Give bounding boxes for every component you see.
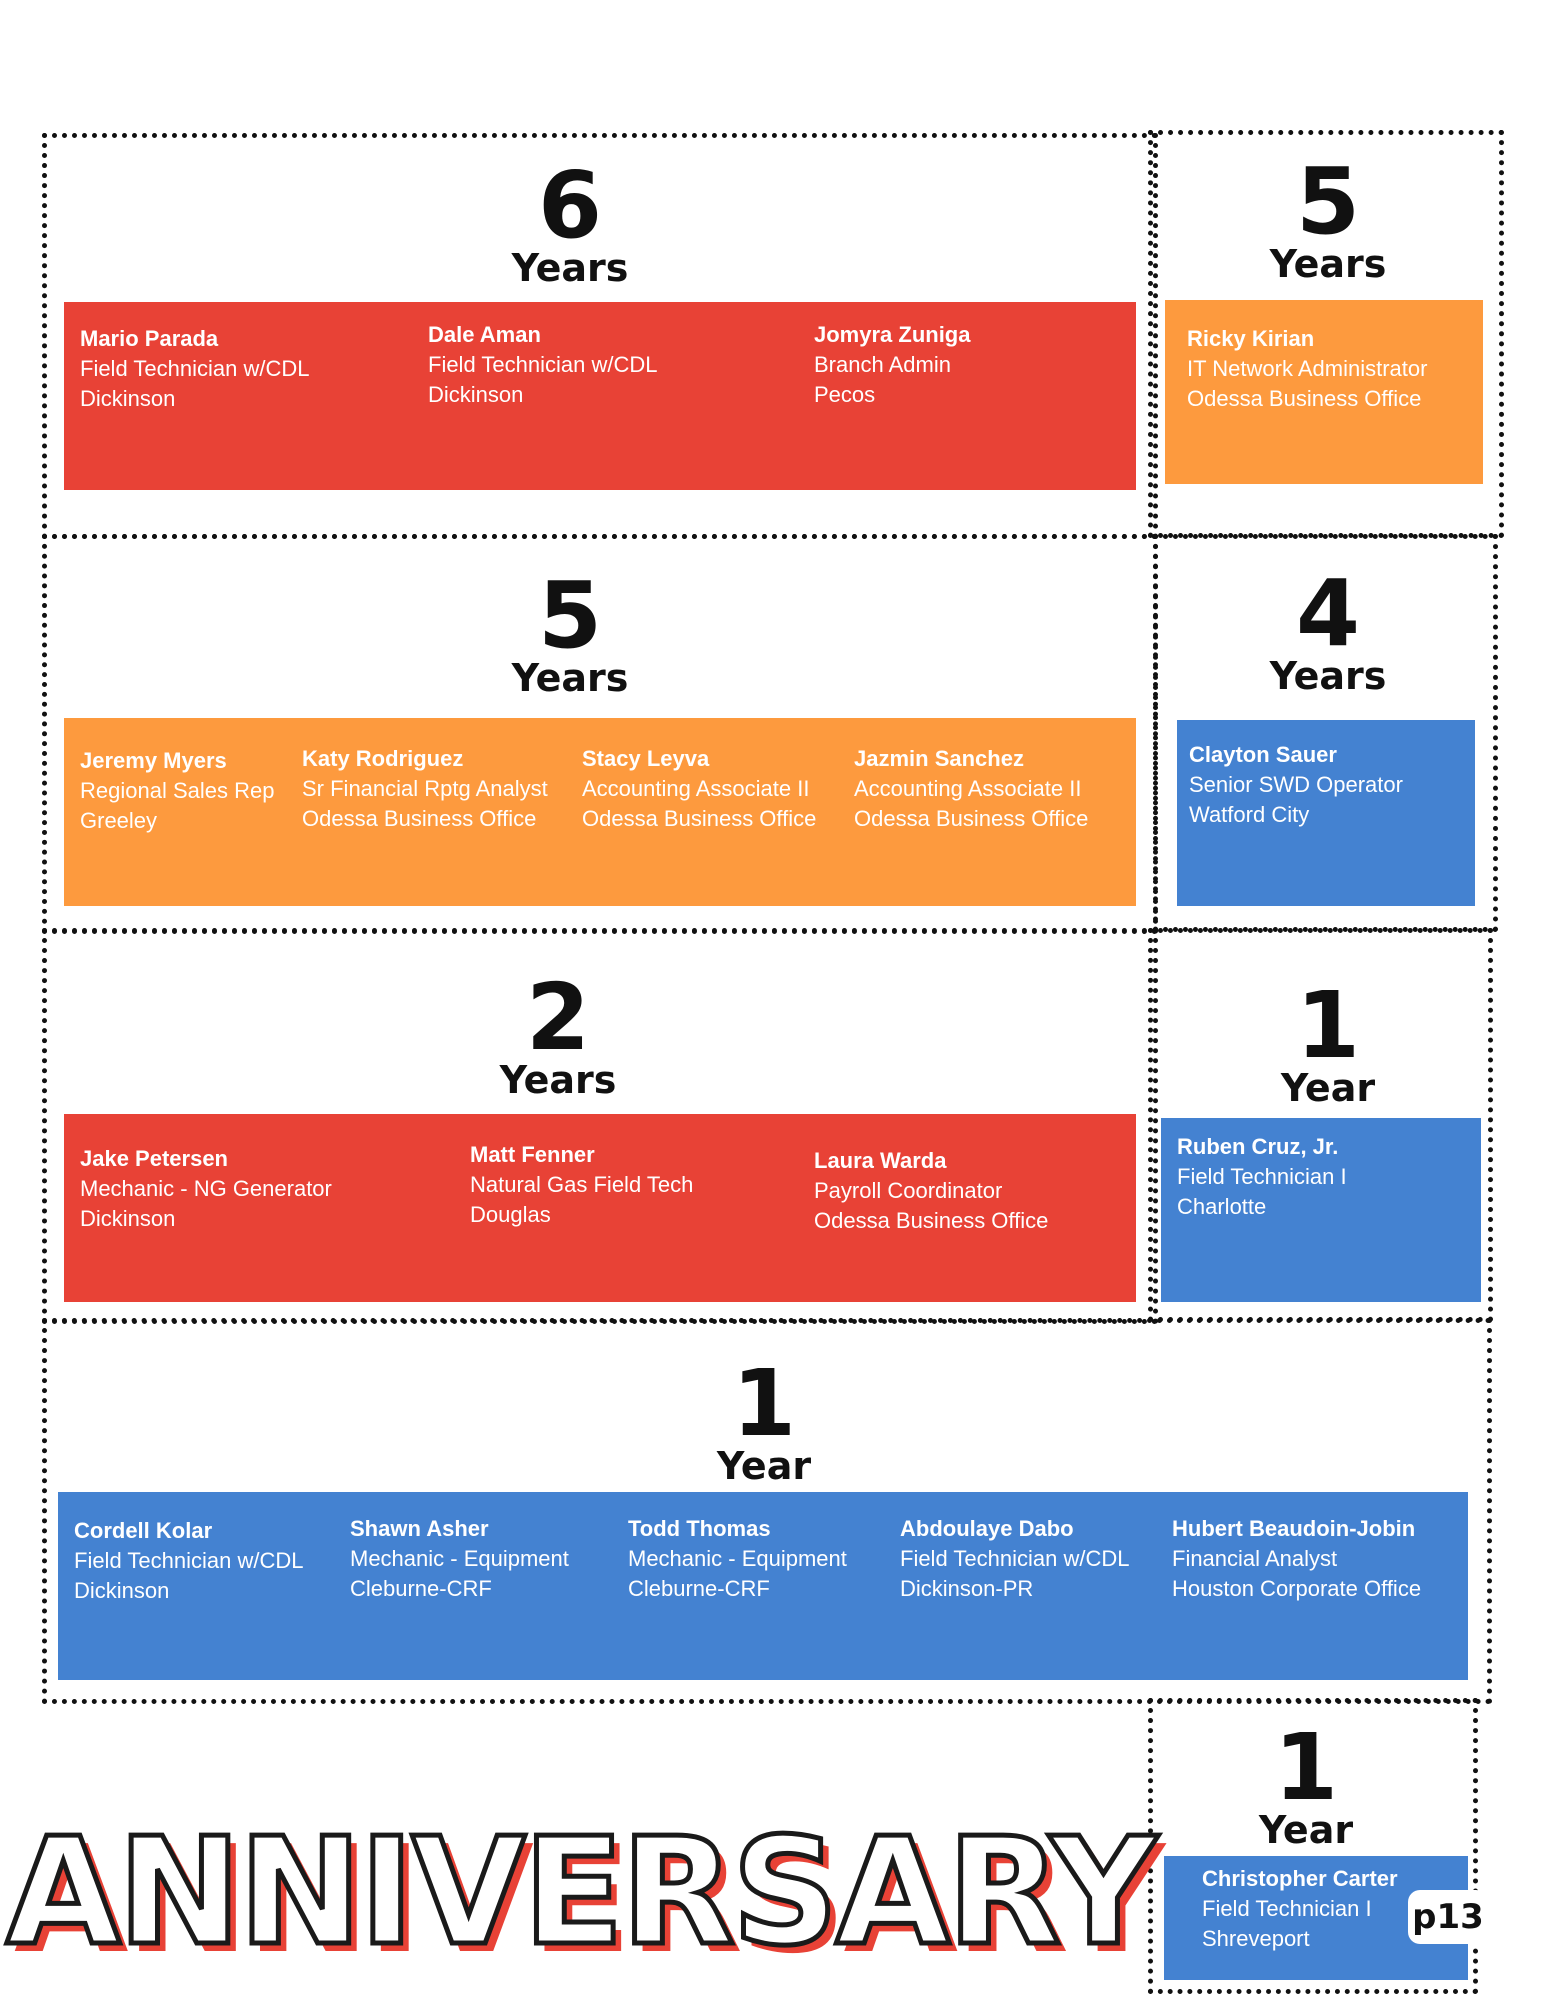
- employee-name: Clayton Sauer: [1189, 742, 1337, 767]
- employee-card: [582, 744, 816, 834]
- employee-card: [814, 1146, 1048, 1236]
- page-number: p13: [1408, 1890, 1488, 1944]
- employee-role: Field Technician I: [1177, 1164, 1347, 1189]
- employee-role: Field Technician w/CDL: [428, 352, 658, 377]
- years-number: 5: [537, 562, 602, 669]
- employee-location: Houston Corporate Office: [1172, 1576, 1422, 1601]
- employee-role: Senior SWD Operator: [1189, 772, 1403, 797]
- employee-role: Regional Sales Rep: [80, 778, 275, 803]
- years-number: 6: [537, 152, 602, 259]
- employee-location: Dickinson: [80, 386, 176, 411]
- employee-card: [302, 744, 548, 834]
- years-heading-1-wide: [664, 1350, 864, 1488]
- employee-name: Hubert Beaudoin-Jobin: [1172, 1516, 1416, 1541]
- employee-box-4-years: [1177, 720, 1475, 906]
- employee-box-5-years: [64, 718, 1136, 906]
- employee-role: Mechanic - NG Generator: [80, 1176, 332, 1201]
- employee-location: Odessa Business Office: [1187, 386, 1422, 411]
- years-heading-6: [470, 152, 670, 290]
- employee-role: Mechanic - Equipment: [350, 1546, 569, 1571]
- employee-role: Accounting Associate II: [582, 776, 810, 801]
- employee-card: [900, 1514, 1129, 1604]
- years-number: 1: [1295, 972, 1360, 1079]
- employee-location: Odessa Business Office: [582, 806, 817, 831]
- employee-card: [470, 1140, 693, 1230]
- years-number: 4: [1295, 560, 1360, 667]
- employee-location: Dickinson: [80, 1206, 176, 1231]
- employee-location: Cleburne-CRF: [350, 1576, 492, 1601]
- employee-role: Payroll Coordinator: [814, 1178, 1003, 1203]
- anniversary-title: ANNIVERSARY: [6, 1806, 1155, 1978]
- employee-name: Shawn Asher: [350, 1516, 489, 1541]
- employee-location: Greeley: [80, 808, 158, 833]
- years-number: 1: [1273, 1714, 1338, 1821]
- employee-card: [814, 320, 970, 410]
- employee-card: [1177, 1132, 1347, 1222]
- employee-location: Odessa Business Office: [302, 806, 537, 831]
- employee-box-2-years: [64, 1114, 1136, 1302]
- employee-role: Financial Analyst: [1172, 1546, 1338, 1571]
- employee-name: Katy Rodriguez: [302, 746, 464, 771]
- employee-box-6-years: [64, 302, 1136, 490]
- employee-role: Natural Gas Field Tech: [470, 1172, 694, 1197]
- employee-name: Mario Parada: [80, 326, 219, 351]
- employee-name: Laura Warda: [814, 1148, 947, 1173]
- employee-box-5-years-right: [1165, 300, 1483, 484]
- employee-name: Christopher Carter: [1202, 1866, 1398, 1891]
- employee-card: [80, 746, 274, 836]
- employee-location: Charlotte: [1177, 1194, 1267, 1219]
- years-label: Years: [1269, 242, 1387, 286]
- employee-location: Watford City: [1189, 802, 1310, 827]
- years-label: Year: [716, 1444, 812, 1488]
- employee-card: [80, 324, 309, 414]
- employee-card: [350, 1514, 569, 1604]
- employee-location: Pecos: [814, 382, 876, 407]
- employee-role: Field Technician w/CDL: [74, 1548, 304, 1573]
- years-number: 5: [1295, 148, 1360, 255]
- years-heading-5: [470, 562, 670, 700]
- employee-card: [854, 744, 1088, 834]
- employee-role: IT Network Administrator: [1187, 356, 1428, 381]
- years-label: Years: [511, 656, 629, 700]
- years-heading-5-right: [1228, 148, 1428, 286]
- years-number: 2: [525, 964, 590, 1071]
- employee-name: Jazmin Sanchez: [854, 746, 1024, 771]
- employee-name: Jomyra Zuniga: [814, 322, 971, 347]
- years-heading-1-bottom: [1206, 1714, 1406, 1852]
- years-heading-1-right: [1228, 972, 1428, 1110]
- employee-card: [428, 320, 657, 410]
- employee-name: Jeremy Myers: [80, 748, 227, 773]
- employee-card: [1187, 324, 1427, 414]
- employee-card: [1172, 1514, 1421, 1604]
- employee-name: Cordell Kolar: [74, 1518, 213, 1543]
- years-label: Year: [1280, 1066, 1376, 1110]
- employee-role: Sr Financial Rptg Analyst: [302, 776, 548, 801]
- employee-name: Abdoulaye Dabo: [900, 1516, 1074, 1541]
- years-label: Years: [511, 246, 629, 290]
- employee-name: Todd Thomas: [628, 1516, 771, 1541]
- years-heading-4: [1228, 560, 1428, 698]
- employee-role: Field Technician w/CDL: [900, 1546, 1130, 1571]
- employee-location: Odessa Business Office: [814, 1208, 1049, 1233]
- years-label: Years: [499, 1058, 617, 1102]
- employee-location: Odessa Business Office: [854, 806, 1089, 831]
- years-label: Years: [1269, 654, 1387, 698]
- years-number: 1: [731, 1350, 796, 1457]
- employee-card: [1189, 740, 1403, 830]
- employee-card: [1202, 1864, 1398, 1954]
- employee-name: Jake Petersen: [80, 1146, 228, 1171]
- employee-name: Stacy Leyva: [582, 746, 710, 771]
- employee-role: Branch Admin: [814, 352, 951, 377]
- employee-box-1-year-wide: [58, 1492, 1468, 1680]
- employee-role: Field Technician I: [1202, 1896, 1372, 1921]
- employee-location: Dickinson: [428, 382, 524, 407]
- years-heading-2: [458, 964, 658, 1102]
- employee-location: Shreveport: [1202, 1926, 1310, 1951]
- employee-name: Ricky Kirian: [1187, 326, 1315, 351]
- employee-role: Mechanic - Equipment: [628, 1546, 847, 1571]
- employee-card: [80, 1144, 332, 1234]
- employee-name: Dale Aman: [428, 322, 541, 347]
- employee-card: [628, 1514, 847, 1604]
- employee-location: Douglas: [470, 1202, 551, 1227]
- employee-location: Cleburne-CRF: [628, 1576, 770, 1601]
- employee-role: Field Technician w/CDL: [80, 356, 310, 381]
- employee-location: Dickinson: [74, 1578, 170, 1603]
- employee-name: Matt Fenner: [470, 1142, 595, 1167]
- employee-card: [74, 1516, 303, 1606]
- employee-role: Accounting Associate II: [854, 776, 1082, 801]
- employee-box-1-year-right: [1161, 1118, 1481, 1302]
- employee-location: Dickinson-PR: [900, 1576, 1034, 1601]
- years-label: Year: [1258, 1808, 1354, 1852]
- employee-name: Ruben Cruz, Jr.: [1177, 1134, 1339, 1159]
